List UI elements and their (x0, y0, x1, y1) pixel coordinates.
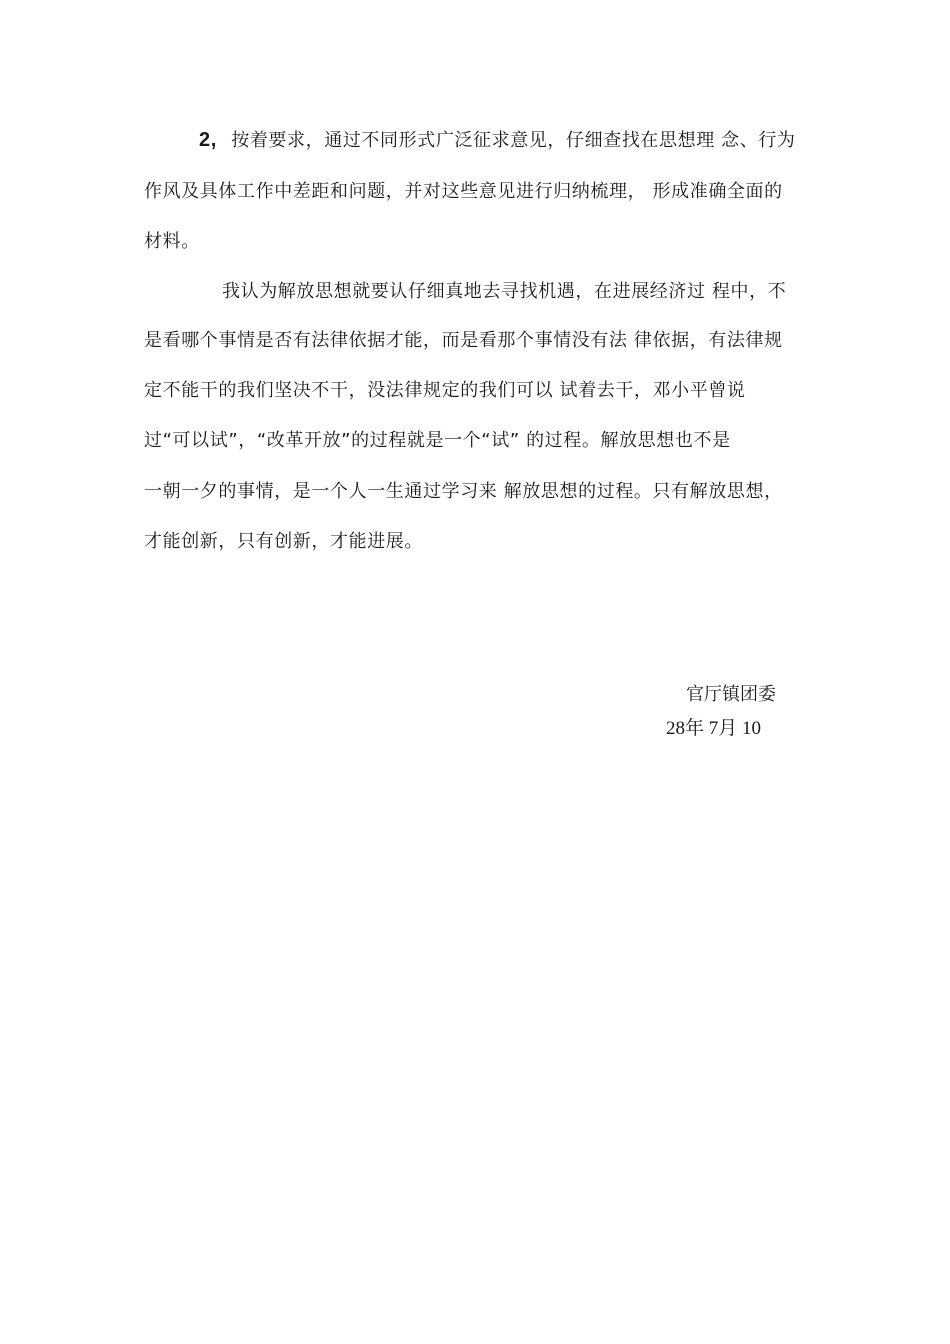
paragraph-2-line-4: 过“可以试”，“改革开放”的过程就是一个“试” 的过程。解放思想也不是 (144, 430, 731, 451)
paragraph-2-line-5: 一朝一夕的事情，是一个人一生通过学习来 解放思想的过程。只有解放思想， (144, 481, 783, 502)
paragraph-2-line-2: 是看哪个事情是否有法律依据才能，而是看那个事情没有法 律依据，有法律规 (144, 330, 783, 351)
paragraph-1-line-2: 作风及具体工作中差距和问题，并对这些意见进行归纳梳理， 形成准确全面的 (144, 181, 783, 202)
paragraph-2-line-1: 我认为解放思想就要认仔细真地去寻找机遇，在进展经济过 程中，不 (222, 281, 787, 302)
paragraph-number: 2, (199, 129, 217, 151)
paragraph-2-line-6: 才能创新，只有创新，才能进展。 (144, 531, 423, 552)
paragraph-1-text: 按着要求，通过不同形式广泛征求意见，仔细查找在思想理 念、行为 (231, 130, 796, 151)
paragraph-1-line-1 (199, 128, 796, 153)
signature-date: 28年 7月 10 (666, 718, 762, 739)
paragraph-1-line-3: 材料。 (144, 231, 200, 252)
signature-organization: 官厅镇团委 (686, 684, 776, 705)
paragraph-2-line-3: 定不能干的我们坚决不干，没法律规定的我们可以 试着去干，邓小平曾说 (144, 380, 746, 401)
